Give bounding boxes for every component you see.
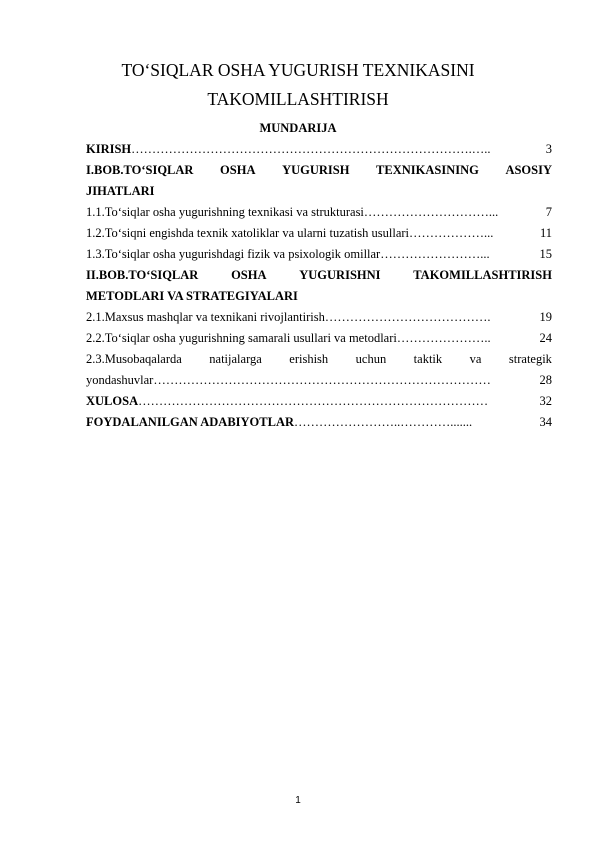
toc-label: FOYDALANILGAN ADABIYOTLAR: [86, 415, 295, 429]
toc-entry-chapter2-line2[interactable]: METODLARI VA STRATEGIYALARI: [86, 289, 298, 303]
toc-entry-kirish[interactable]: [86, 142, 552, 163]
toc-leader: …………………………...: [363, 205, 499, 219]
toc-word: uchun: [355, 352, 387, 366]
toc-entry-chapter1[interactable]: [86, 163, 552, 184]
toc-leader: ……………………………………………………………………….…..: [131, 142, 491, 156]
toc-page-number: 3: [545, 142, 552, 156]
toc-leader: …………………………………………………………………………: [138, 394, 489, 408]
toc-entry-1-3[interactable]: [86, 247, 552, 268]
toc-word: ASOSIY: [505, 163, 552, 177]
toc-leader: …………………..: [396, 331, 491, 345]
toc-entry-chapter1-line2[interactable]: JIHATLARI: [86, 184, 155, 198]
toc-word: TAKOMILLASHTIRISH: [413, 268, 552, 282]
toc-leader: ……………………..………….......: [294, 415, 473, 429]
toc-leader: ………………………………………………………………………: [153, 373, 491, 387]
toc-leader: ………………...: [409, 226, 494, 240]
toc-word: YUGURISHNI: [299, 268, 381, 282]
toc-word: strategik: [508, 352, 552, 366]
toc-label: XULOSA: [86, 394, 139, 408]
toc-page-number: 7: [545, 205, 552, 219]
toc-label: yondashuvlar: [86, 373, 154, 387]
toc-word: II.BOB.TO‘SIQLAR: [86, 268, 199, 282]
toc-word: va: [469, 352, 482, 366]
toc-word: YUGURISH: [282, 163, 350, 177]
page-number-footer: 1: [295, 795, 301, 806]
toc-word: TEXNIKASINING: [376, 163, 479, 177]
toc-label: 1.2.To‘siqni engishda texnik xatoliklar va ularni tuzatish usullari: [86, 226, 410, 240]
toc-label: KIRISH: [86, 142, 132, 156]
toc-word: taktik: [413, 352, 443, 366]
toc-label: 2.2.To‘siqlar osha yugurishning samarali usullari va metodlari: [86, 331, 397, 345]
toc-word: I.BOB.TO‘SIQLAR: [86, 163, 194, 177]
toc-word: erishish: [289, 352, 329, 366]
document-title-line-1: TO‘SIQLAR OSHA YUGURISH TEXNIKASINI: [121, 60, 475, 80]
toc-entry-xulosa[interactable]: [86, 394, 552, 415]
toc-label: 1.3.To‘siqlar osha yugurishdagi fizik va psixologik omillar: [86, 247, 381, 261]
toc-word: OSHA: [220, 163, 256, 177]
toc-label: 1.1.To‘siqlar osha yugurishning texnikasi va strukturasi: [86, 205, 364, 219]
toc-leader: ……………………...: [380, 247, 490, 261]
table-of-contents: [86, 142, 552, 436]
toc-entry-2-1[interactable]: [86, 310, 552, 331]
toc-entry-1-1[interactable]: [86, 205, 552, 226]
toc-word: 2.3.Musobaqalarda: [86, 352, 182, 366]
toc-page-number: 32: [539, 394, 552, 408]
toc-page-number: 28: [539, 373, 552, 387]
toc-label: 2.1.Maxsus mashqlar va texnikani rivojlantirish: [86, 310, 325, 324]
toc-entry-2-3-line2[interactable]: [86, 373, 552, 394]
toc-page-number: 24: [539, 331, 552, 345]
toc-entry-1-2[interactable]: [86, 226, 552, 247]
toc-entry-chapter2[interactable]: [86, 268, 552, 289]
toc-page-number: 19: [539, 310, 552, 324]
toc-word: natijalarga: [209, 352, 262, 366]
toc-entry-2-2[interactable]: [86, 331, 552, 352]
toc-entry-2-3[interactable]: [86, 352, 552, 373]
toc-entry-foydalanilgan[interactable]: [86, 415, 552, 436]
toc-page-number: 34: [539, 415, 552, 429]
toc-leader: ………………………………….: [324, 310, 491, 324]
toc-page-number: 11: [539, 226, 552, 240]
contents-heading: MUNDARIJA: [259, 121, 337, 135]
toc-word: OSHA: [231, 268, 267, 282]
document-title-line-2: TAKOMILLASHTIRISH: [207, 89, 389, 109]
toc-page-number: 15: [539, 247, 552, 261]
